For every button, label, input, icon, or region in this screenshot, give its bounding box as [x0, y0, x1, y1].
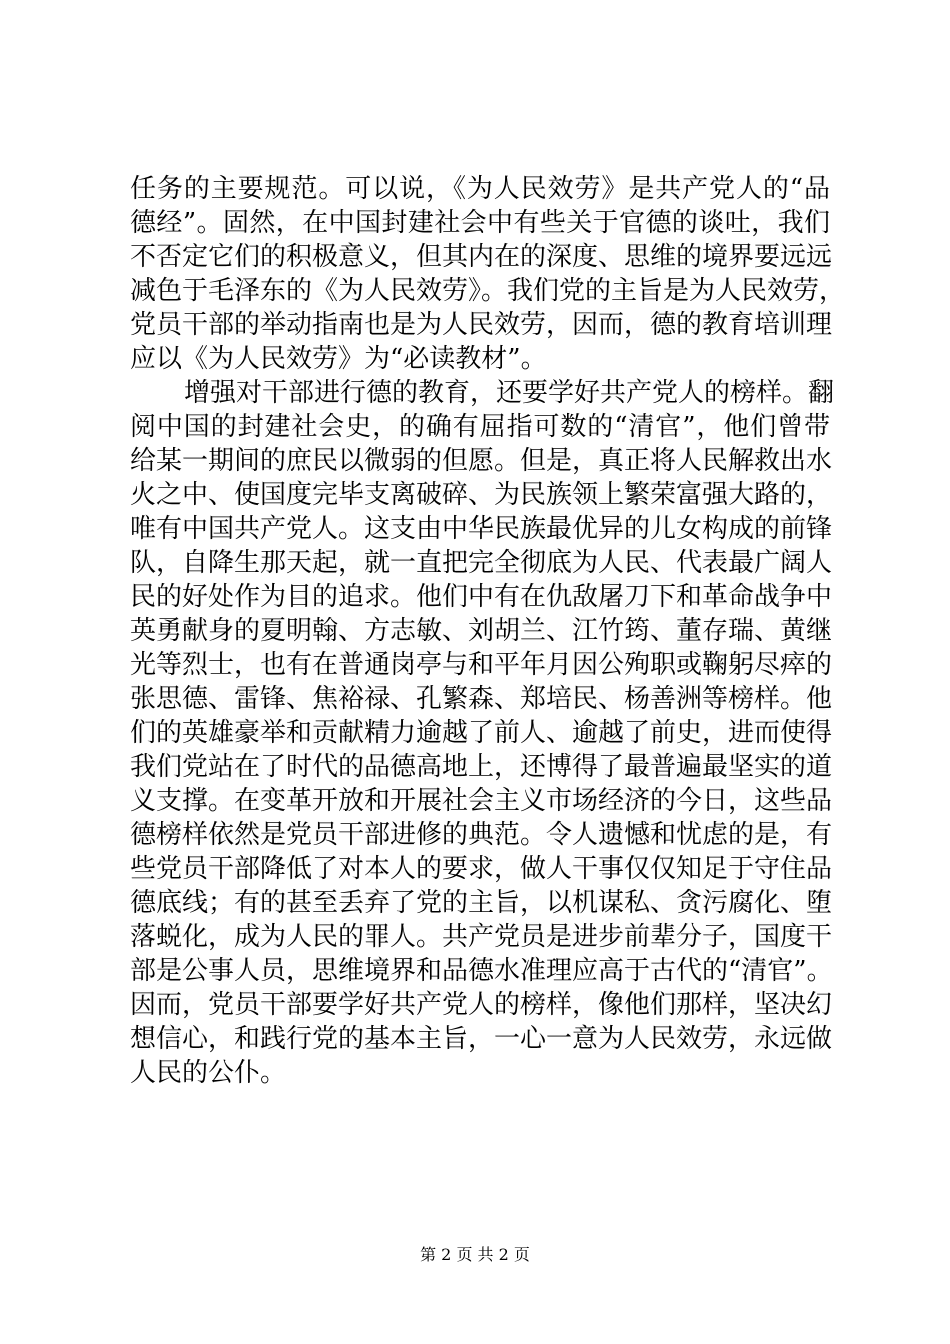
text-line: 英勇献身的夏明翰、方志敏、刘胡兰、江竹筠、董存瑞、黄继: [130, 616, 833, 646]
text-line: 想信心，和践行党的基本主旨，一心一意为人民效劳，永远做: [130, 1024, 833, 1054]
text-line: 应以《为人民效劳》为“必读教材”。: [130, 344, 547, 374]
text-line: 不否定它们的积极意义，但其内在的深度、思维的境界要远远: [130, 242, 833, 272]
text-line: 因而，党员干部要学好共产党人的榜样，像他们那样，坚决幻: [130, 990, 833, 1020]
text-line: 光等烈士，也有在普通岗亭与和平年月因公殉职或鞠躬尽瘁的: [130, 650, 833, 680]
text-line: 党员干部的举动指南也是为人民效劳，因而，德的教育培训理: [130, 310, 833, 340]
text-line: 给某一期间的庶民以微弱的但愿。但是，真正将人民解救出水: [130, 446, 833, 476]
text-line: 唯有中国共产党人。这支由中华民族最优异的儿女构成的前锋: [130, 514, 833, 544]
text-line: 义支撑。在变革开放和开展社会主义市场经济的今日，这些品: [130, 786, 833, 816]
text-line: 阅中国的封建社会史，的确有屈指可数的“清官”，他们曾带: [130, 412, 830, 442]
text-line: 任务的主要规范。可以说，《为人民效劳》是共产党人的“品: [130, 174, 830, 204]
text-line: 德榜样依然是党员干部进修的典范。令人遗憾和忧虑的是，有: [130, 820, 833, 850]
text-line: 减色于毛泽东的《为人民效劳》。我们党的主旨是为人民效劳，: [130, 276, 846, 306]
text-line: 队，自降生那天起，就一直把完全彻底为人民、代表最广阔人: [130, 548, 833, 578]
text-line: 德经”。固然，在中国封建社会中有些关于官德的谈吐，我们: [130, 208, 830, 238]
text-line: 们的英雄豪举和贡献精力逾越了前人、逾越了前史，进而使得: [130, 718, 833, 748]
text-line: 火之中、使国度完毕支离破碎、为民族领上繁荣富强大路的，: [130, 480, 833, 510]
text-line: 我们党站在了时代的品德高地上，还博得了最普遍最坚实的道: [130, 752, 833, 782]
body-text: [130, 172, 846, 1090]
text-line: 张思德、雷锋、焦裕禄、孔繁森、郑培民、杨善洲等榜样。他: [130, 684, 833, 714]
text-line: 些党员干部降低了对本人的要求，做人干事仅仅知足于守住品: [130, 854, 833, 884]
text-line: 人民的公仆。: [130, 1058, 287, 1088]
page-number-footer: 第 2 页 共 2 页: [420, 1245, 530, 1264]
text-line: 部是公事人员，思维境界和品德水准理应高于古代的“清官”。: [130, 956, 833, 986]
paragraph-start-line: 增强对干部进行德的教育，还要学好共产党人的榜样。翻: [184, 378, 835, 408]
text-line: 落蜕化，成为人民的罪人。共产党员是进步前辈分子，国度干: [130, 922, 833, 952]
text-line: 民的好处作为目的追求。他们中有在仇敌屠刀下和革命战争中: [130, 582, 833, 612]
text-line: 德底线；有的甚至丢弃了党的主旨，以机谋私、贪污腐化、堕: [130, 888, 833, 918]
